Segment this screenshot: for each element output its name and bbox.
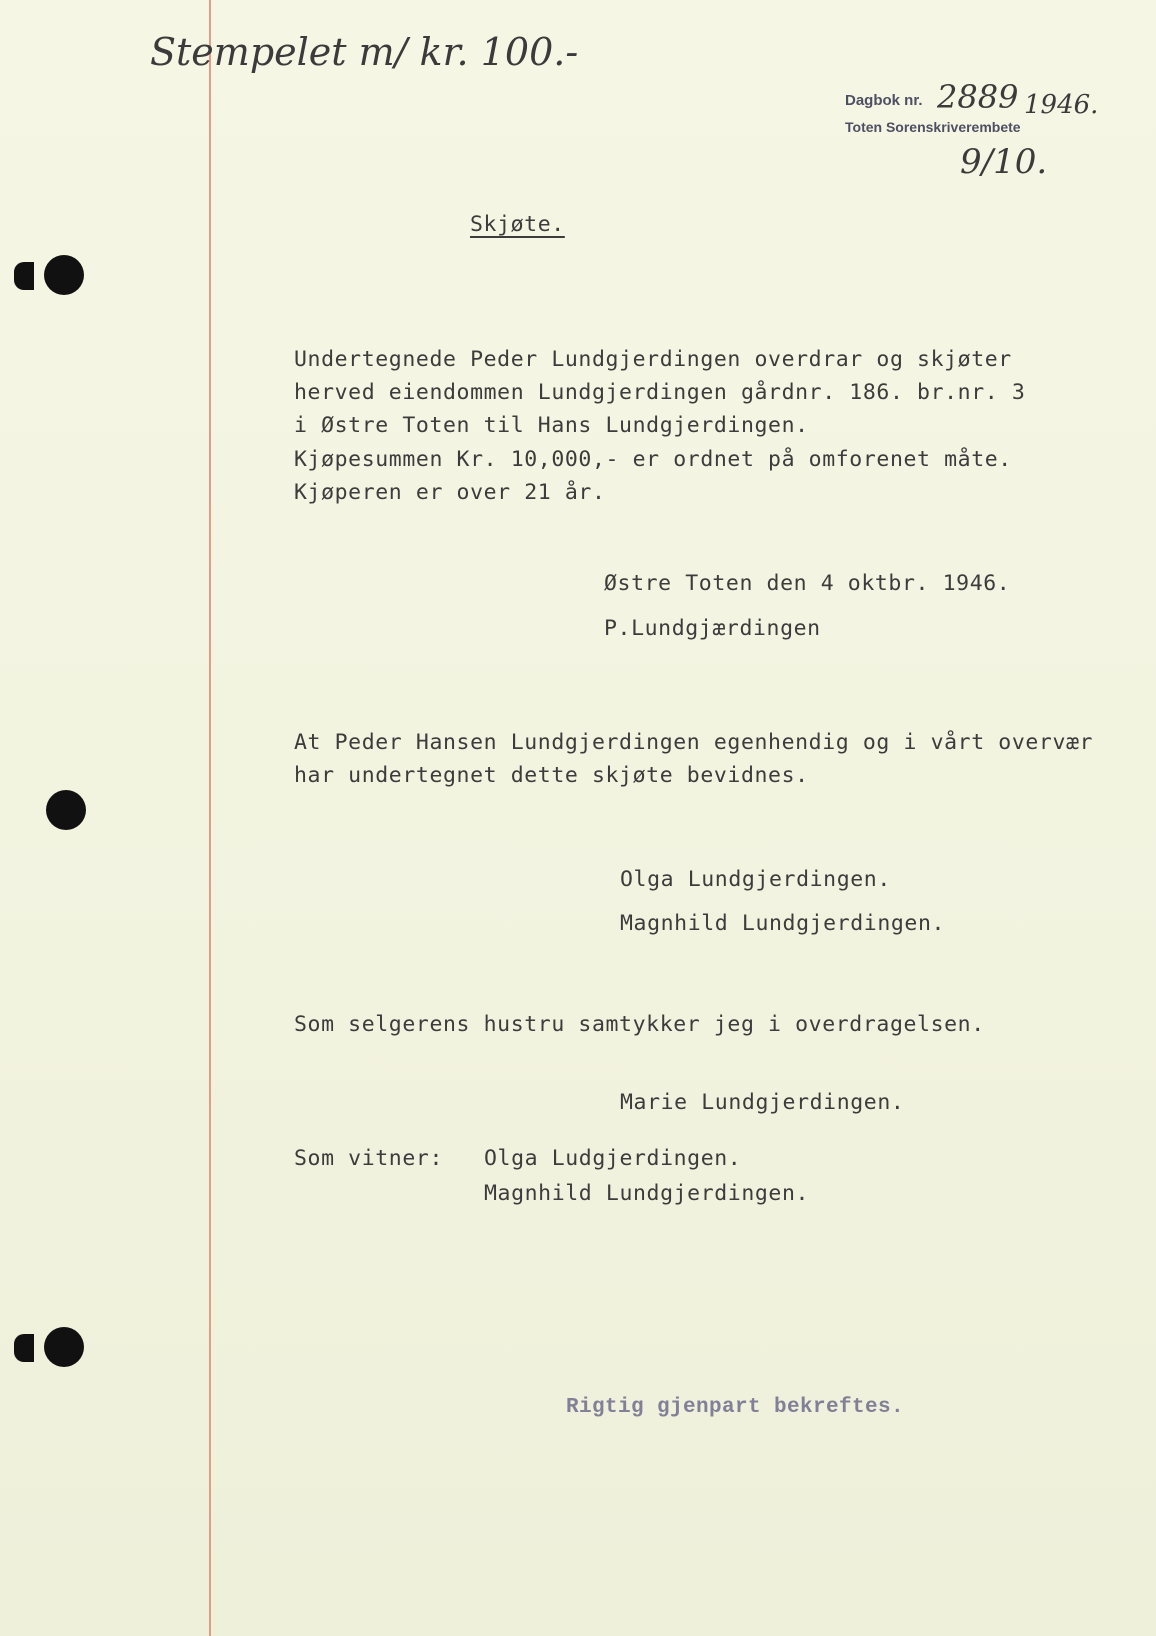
witness-name: Olga Ludgjerdingen. [484, 1146, 742, 1171]
body-line: herved eiendommen Lundgjerdingen gårdnr. 186. br.nr. 3 [294, 380, 1026, 405]
punch-hole [46, 790, 86, 830]
stamp-diary-number: 2889 [937, 78, 1019, 116]
consent-signature: Marie Lundgjerdingen. [620, 1090, 905, 1115]
document-title: Skjøte. [470, 212, 565, 237]
stamp-year: 1946. [1024, 90, 1099, 120]
margin-line [209, 0, 211, 1636]
punch-hole [44, 1327, 84, 1367]
place-date: Østre Toten den 4 oktbr. 1946. [604, 571, 1011, 596]
punch-hole-tab [14, 262, 34, 290]
attest-witness-name: Olga Lundgjerdingen. [620, 867, 891, 892]
stamp-office: Toten Sorenskriverembete [845, 119, 1021, 135]
body-line: Undertegnede Peder Lundgjerdingen overdrar og skjøter [294, 347, 1012, 372]
punch-hole-tab [14, 1334, 34, 1362]
stamp-date: 9/10. [960, 142, 1048, 182]
attest-witness-name: Magnhild Lundgjerdingen. [620, 911, 946, 936]
body-line: i Østre Toten til Hans Lundgjerdingen. [294, 413, 809, 438]
witness-name: Magnhild Lundgjerdingen. [484, 1181, 810, 1206]
body-line: Kjøpesummen Kr. 10,000,- er ordnet på omforenet måte. [294, 447, 1012, 472]
consent-statement: Som selgerens hustru samtykker jeg i overdragelsen. [294, 1012, 985, 1037]
witness-label: Som vitner: [294, 1146, 443, 1171]
handwritten-fee-note: Stempelet m/ kr. 100.- [150, 30, 579, 74]
attestation-line: At Peder Hansen Lundgjerdingen egenhendig og i vårt overvær [294, 730, 1094, 755]
attestation-line: har undertegnet dette skjøte bevidnes. [294, 763, 809, 788]
verification-stamp: Rigtig gjenpart bekreftes. [566, 1396, 905, 1419]
body-line: Kjøperen er over 21 år. [294, 480, 606, 505]
punch-hole [44, 255, 84, 295]
stamp-diary-label: Dagbok nr. [845, 92, 923, 109]
seller-signature: P.Lundgjærdingen [604, 616, 821, 641]
